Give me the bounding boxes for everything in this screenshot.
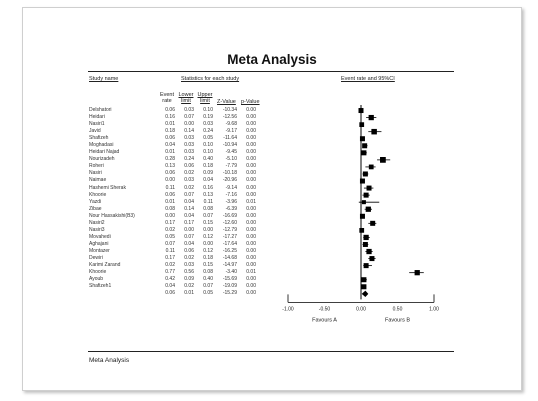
event-rate-cell: 0.02 <box>165 262 175 269</box>
study-name-cell: Ayoub <box>89 276 104 283</box>
study-name-cell: Movahedi <box>89 233 111 240</box>
study-marker <box>366 207 371 212</box>
upper-limit-cell: 0.08 <box>203 269 213 276</box>
p-value-cell: 0.00 <box>246 219 256 226</box>
page-title: Meta Analysis <box>227 52 317 67</box>
event-rate-cell: 0.11 <box>165 247 175 254</box>
lower-limit-cell: 0.02 <box>184 283 194 290</box>
lower-limit-cell: 0.03 <box>184 107 194 113</box>
x-tick-label: 0.50 <box>392 306 403 313</box>
p-value-cell: 0.00 <box>246 114 256 121</box>
study-name-cell: Shafizeh <box>89 135 109 142</box>
p-value-cell: 0.00 <box>246 149 256 156</box>
x-tick-label: 1.00 <box>429 306 439 313</box>
lower-limit-cell: 0.07 <box>184 114 194 121</box>
lower-limit-cell: 0.04 <box>184 198 194 205</box>
study-marker <box>371 129 377 135</box>
upper-limit-cell: 0.24 <box>203 128 213 135</box>
p-value-cell: 0.00 <box>246 163 256 170</box>
forest-plot <box>23 8 521 390</box>
p-value-cell: 0.00 <box>246 107 256 113</box>
p-value-cell: 0.00 <box>246 184 256 191</box>
study-name-cell: Nourizadeh <box>89 156 115 163</box>
z-value-cell: -16.69 <box>222 212 237 219</box>
upper-limit-cell: 0.13 <box>203 191 213 198</box>
study-marker <box>369 165 374 170</box>
study-name-cell: Javid <box>89 128 101 135</box>
summary-p-value-cell: 0.00 <box>246 290 256 297</box>
event-rate-cell: 0.00 <box>165 212 175 219</box>
study-name-cell: Nasiri2 <box>89 219 105 226</box>
z-value-cell: -7.79 <box>225 163 237 170</box>
upper-limit-cell: 0.12 <box>203 247 213 254</box>
lower-limit-cell: 0.14 <box>184 128 194 135</box>
study-name-cell: Yazdi <box>89 198 102 205</box>
z-value-cell: -5.10 <box>225 156 237 163</box>
x-tick-label: -1.00 <box>282 306 294 313</box>
p-value-cell: 0.00 <box>246 212 256 219</box>
lower-limit-cell: 0.02 <box>184 254 194 261</box>
upper-limit-cell: 0.12 <box>203 233 213 240</box>
p-value-cell: 0.00 <box>246 128 256 135</box>
report-page <box>22 7 522 391</box>
study-marker <box>360 214 365 219</box>
lower-limit-cell: 0.02 <box>184 170 194 177</box>
header-study-name: Study name <box>89 76 119 82</box>
z-value-cell: -12.56 <box>222 114 237 121</box>
header-upper-limit: Upper limit <box>197 92 213 104</box>
lower-limit-cell: 0.07 <box>184 233 194 240</box>
p-value-cell: 0.01 <box>246 198 256 205</box>
study-name-cell: Aghajani <box>89 240 109 247</box>
lower-limit-cell: 0.17 <box>184 219 194 226</box>
event-rate-cell: 0.06 <box>165 107 175 113</box>
event-rate-cell: 0.05 <box>165 233 175 240</box>
p-value-cell: 0.00 <box>246 283 256 290</box>
lower-limit-cell: 0.24 <box>184 156 194 163</box>
study-marker <box>363 242 368 247</box>
study-name-cell: Moghadasi <box>89 142 114 149</box>
x-tick-label: 0.00 <box>356 306 366 313</box>
p-value-cell: 0.00 <box>246 254 256 261</box>
lower-limit-cell: 0.03 <box>184 177 194 184</box>
study-marker <box>364 193 369 198</box>
lower-limit-cell: 0.04 <box>184 240 194 247</box>
event-rate-cell: 0.08 <box>165 205 175 212</box>
event-rate-cell: 0.16 <box>165 114 175 121</box>
lower-limit-cell: 0.03 <box>184 262 194 269</box>
study-name-cell: Roheri <box>89 163 104 170</box>
study-marker <box>360 136 365 141</box>
p-value-cell: 0.00 <box>246 262 256 269</box>
z-value-cell: -19.09 <box>222 283 237 290</box>
study-name-cell: Naimae <box>89 177 107 184</box>
lower-limit-cell: 0.14 <box>184 205 194 212</box>
z-value-cell: -7.16 <box>225 191 237 198</box>
p-value-cell: 0.00 <box>246 205 256 212</box>
lower-limit-cell: 0.04 <box>184 212 194 219</box>
z-value-cell: -15.69 <box>222 276 237 283</box>
upper-limit-cell: 0.10 <box>203 142 213 149</box>
summary-upper-limit-cell: 0.05 <box>203 290 213 297</box>
study-marker <box>380 157 386 163</box>
upper-limit-cell: 0.00 <box>203 240 213 247</box>
favours-b-label: Favours B <box>384 317 411 324</box>
upper-limit-cell: 0.04 <box>203 177 213 184</box>
lower-limit-cell: 0.00 <box>184 226 194 233</box>
header-plot-group: Event rate and 95%CI <box>341 76 395 82</box>
study-marker <box>360 179 365 184</box>
study-marker <box>370 221 375 226</box>
event-rate-cell: 0.28 <box>165 156 175 163</box>
event-rate-cell: 0.11 <box>165 184 175 191</box>
favours-a-label: Favours A <box>312 317 337 324</box>
upper-limit-cell: 0.40 <box>203 156 213 163</box>
study-marker <box>359 228 364 233</box>
study-name-cell: Khoorie <box>89 191 107 198</box>
z-value-cell: -12.60 <box>222 219 237 226</box>
study-name-cell: Dewiri <box>89 254 103 261</box>
event-rate-cell: 0.04 <box>165 142 175 149</box>
z-value-cell: -20.96 <box>222 177 237 184</box>
upper-limit-cell: 0.05 <box>203 135 213 142</box>
lower-limit-cell: 0.07 <box>184 191 194 198</box>
study-marker <box>361 150 366 155</box>
summary-event-rate-cell: 0.06 <box>165 290 175 297</box>
event-rate-cell: 0.02 <box>165 226 175 233</box>
p-value-cell: 0.00 <box>246 191 256 198</box>
p-value-cell: 0.00 <box>246 170 256 177</box>
event-rate-cell: 0.06 <box>165 170 175 177</box>
study-name-cell: Karimi Zarand <box>89 262 121 269</box>
z-value-cell: -9.17 <box>225 128 237 135</box>
study-name-cell: Montazer <box>89 247 110 254</box>
event-rate-cell: 0.01 <box>165 198 175 205</box>
study-name-cell: Khoorie <box>89 269 107 276</box>
z-value-cell: -14.97 <box>222 262 237 269</box>
z-value-cell: -9.68 <box>225 121 237 128</box>
header-lower-limit: Lower limit <box>178 92 194 104</box>
summary-diamond <box>362 291 369 297</box>
upper-limit-cell: 0.40 <box>203 276 213 283</box>
upper-limit-cell: 0.09 <box>203 170 213 177</box>
x-tick-label: -0.50 <box>318 306 331 313</box>
z-value-cell: -10.18 <box>222 170 237 177</box>
z-value-cell: -14.68 <box>222 254 237 261</box>
event-rate-cell: 0.17 <box>165 254 175 261</box>
z-value-cell: -11.64 <box>223 135 237 142</box>
event-rate-cell: 0.17 <box>165 219 175 226</box>
upper-limit-cell: 0.18 <box>203 163 213 170</box>
summary-lower-limit-cell: 0.01 <box>184 290 194 297</box>
p-value-cell: 0.00 <box>246 121 256 128</box>
event-rate-cell: 0.01 <box>165 121 175 128</box>
upper-limit-cell: 0.03 <box>203 121 213 128</box>
upper-limit-cell: 0.07 <box>203 283 213 290</box>
z-value-cell: -16.25 <box>222 247 237 254</box>
upper-limit-cell: 0.07 <box>203 212 213 219</box>
z-value-cell: -9.45 <box>225 149 237 156</box>
lower-limit-cell: 0.03 <box>184 142 194 149</box>
upper-limit-cell: 0.16 <box>203 184 213 191</box>
study-marker <box>362 143 367 148</box>
z-value-cell: -9.14 <box>225 184 237 191</box>
event-rate-cell: 0.00 <box>165 177 175 184</box>
lower-limit-cell: 0.09 <box>184 276 194 283</box>
lower-limit-cell: 0.02 <box>184 184 194 191</box>
lower-limit-cell: 0.00 <box>184 121 194 128</box>
lower-limit-cell: 0.06 <box>184 247 194 254</box>
event-rate-cell: 0.04 <box>165 283 175 290</box>
study-name-cell: Nasiri <box>89 170 102 177</box>
p-value-cell: 0.00 <box>246 240 256 247</box>
study-marker <box>363 235 368 240</box>
header-event-rate: Event rate <box>159 92 175 104</box>
header-p-value: p-Value <box>241 99 260 105</box>
z-value-cell: -6.39 <box>225 205 237 212</box>
lower-limit-cell: 0.06 <box>184 163 194 170</box>
z-value-cell: -10.34 <box>222 107 237 113</box>
study-name-cell: Shafizeh1 <box>89 283 112 290</box>
study-marker <box>364 263 369 268</box>
header-z-value: Z-Value <box>217 99 236 105</box>
z-value-cell: -17.27 <box>222 233 237 240</box>
study-name-cell: Zibae <box>89 205 102 212</box>
study-marker <box>369 256 374 261</box>
study-name-cell: Delshatori <box>89 107 112 113</box>
p-value-cell: 0.00 <box>246 135 256 142</box>
z-value-cell: -10.94 <box>222 142 237 149</box>
lower-limit-cell: 0.56 <box>184 269 194 276</box>
footer-rule <box>88 351 454 352</box>
p-value-cell: 0.01 <box>246 269 256 276</box>
upper-limit-cell: 0.10 <box>203 107 213 113</box>
study-marker <box>367 186 372 191</box>
upper-limit-cell: 0.00 <box>203 226 213 233</box>
event-rate-cell: 0.07 <box>165 240 175 247</box>
header-stats-group: Statistics for each study <box>181 76 240 82</box>
z-value-cell: -12.79 <box>222 226 237 233</box>
event-rate-cell: 0.01 <box>165 149 175 156</box>
event-rate-cell: 0.13 <box>165 163 175 170</box>
p-value-cell: 0.00 <box>246 276 256 283</box>
study-marker <box>359 122 364 127</box>
study-name-cell: Nasiri3 <box>89 226 105 233</box>
upper-limit-cell: 0.10 <box>203 149 213 156</box>
upper-limit-cell: 0.08 <box>203 205 213 212</box>
z-value-cell: -3.96 <box>225 198 237 205</box>
upper-limit-cell: 0.11 <box>203 198 213 205</box>
study-marker <box>359 108 364 113</box>
footer-text: Meta Analysis <box>89 357 130 364</box>
upper-limit-cell: 0.15 <box>203 219 213 226</box>
p-value-cell: 0.00 <box>246 247 256 254</box>
study-name-cell: Nasiri1 <box>89 121 105 128</box>
summary-z-value-cell: -15.29 <box>222 290 237 297</box>
z-value-cell: -17.64 <box>222 240 237 247</box>
study-name-cell: Heidari Najad <box>89 149 120 156</box>
p-value-cell: 0.00 <box>246 177 256 184</box>
study-marker <box>361 277 366 282</box>
study-marker <box>362 200 366 204</box>
study-marker <box>369 115 374 120</box>
p-value-cell: 0.00 <box>246 233 256 240</box>
event-rate-cell: 0.06 <box>165 191 175 198</box>
event-rate-cell: 0.18 <box>165 128 175 135</box>
study-name-cell: Hashemi Sherak <box>89 184 126 191</box>
event-rate-cell: 0.77 <box>165 269 175 276</box>
study-marker <box>361 284 366 289</box>
lower-limit-cell: 0.03 <box>184 149 194 156</box>
upper-limit-cell: 0.18 <box>203 254 213 261</box>
event-rate-cell: 0.06 <box>165 135 175 142</box>
upper-limit-cell: 0.19 <box>203 114 213 121</box>
p-value-cell: 0.00 <box>246 156 256 163</box>
p-value-cell: 0.00 <box>246 142 256 149</box>
event-rate-cell: 0.42 <box>165 276 175 283</box>
p-value-cell: 0.00 <box>246 226 256 233</box>
study-name-cell: Heidari <box>89 114 105 121</box>
study-marker <box>366 249 371 254</box>
study-marker <box>415 270 420 275</box>
study-name-cell: Nour Hassakishi(B3) <box>89 212 135 219</box>
upper-limit-cell: 0.15 <box>203 262 213 269</box>
study-marker <box>363 171 368 176</box>
lower-limit-cell: 0.03 <box>184 135 194 142</box>
z-value-cell: -3.40 <box>225 269 237 276</box>
